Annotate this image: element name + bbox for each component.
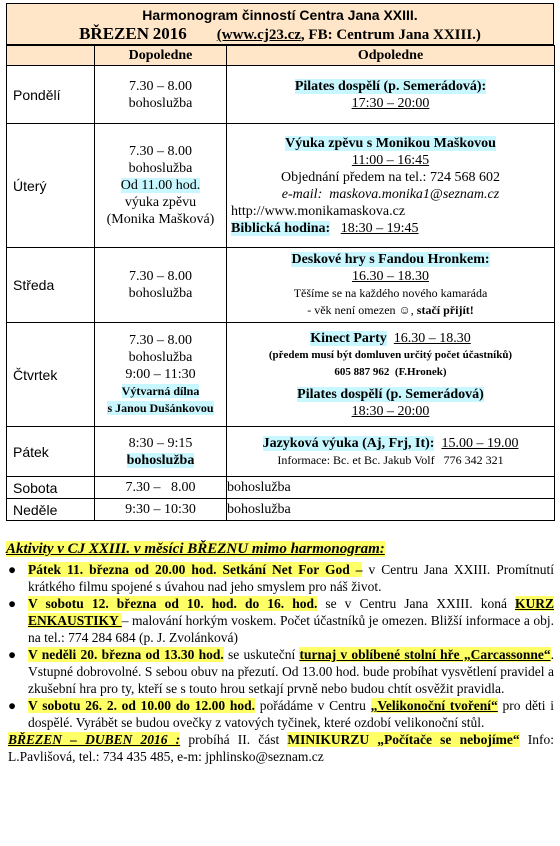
monday-pm-activity: Pilates dospělí (p. Semerádová): xyxy=(294,78,487,94)
thursday-pm-phone: 605 887 962 xyxy=(334,365,390,378)
minikurz-note xyxy=(6,731,554,765)
header-fb: , FB: Centrum Jana XXIII.) xyxy=(300,27,481,43)
activities-section xyxy=(6,540,554,765)
monday-pm-time: 17:30 – 20:00 xyxy=(351,95,430,111)
item-event: „Velikonoční tvoření“ xyxy=(370,698,498,713)
friday-pm-activity: Jazyková výuka (Aj, Frj, It): xyxy=(262,435,435,451)
day-sunday: Neděle xyxy=(7,499,95,521)
schedule-header xyxy=(6,3,554,45)
thursday-pm xyxy=(227,323,555,427)
wednesday-pm-note2: - věk není omezen ☺, xyxy=(307,303,417,317)
header-year: 2016 xyxy=(152,24,187,43)
bullet-icon: ● xyxy=(8,647,17,662)
header-subtitle xyxy=(7,24,553,45)
tuesday-am-activity2: výuka zpěvu xyxy=(124,195,197,210)
tuesday-pm-activity: Výuka zpěvu s Monikou Maškovou xyxy=(285,135,496,151)
tuesday-pm-bible: Biblická hodina: xyxy=(231,220,331,236)
thursday-pm-time: 16.30 – 18.30 xyxy=(393,330,471,346)
item-date: V sobotu 26. 2. od 10.00 do 12.00 hod. xyxy=(28,698,255,713)
wednesday-pm-note: Těšíme se na každého nového kamaráda xyxy=(293,286,488,300)
list-item xyxy=(6,697,554,731)
monday-pm xyxy=(227,66,555,124)
table-row xyxy=(7,499,555,521)
tuesday-pm-email-label: e-mail: xyxy=(281,186,323,202)
thursday-pm-contact: (F.Hronek) xyxy=(394,365,447,378)
tuesday-pm-bible-time: 18:30 – 19:45 xyxy=(340,220,419,236)
table-row xyxy=(7,323,555,427)
thursday-pm-activity: Kinect Party xyxy=(310,330,387,346)
monday-am xyxy=(95,66,227,124)
col-header-am: Dopoledne xyxy=(95,46,227,66)
item-text-2: pro děti i dospělé. Vyrábět se budou ovečky z vatových tyčinek, které ozdobí velikonoční stůl. xyxy=(28,698,554,730)
tuesday-pm xyxy=(227,124,555,248)
list-item xyxy=(6,561,554,595)
day-wednesday: Středa xyxy=(7,248,95,323)
thursday-pm-time2: 18:30 – 20:00 xyxy=(351,403,430,419)
item-text: se v Centru Jana XXIII. koná xyxy=(317,596,515,611)
thursday-am-time2: 9:00 – 11:30 xyxy=(125,367,196,382)
tuesday-pm-email[interactable]: maskova.monika1@seznam.cz xyxy=(329,186,500,202)
friday-pm-info: Informace: Bc. et Bc. Jakub Volf xyxy=(277,452,435,467)
monday-am-time: 7.30 – 8.00 xyxy=(129,78,192,94)
thursday-am-activity: bohoslužba xyxy=(128,350,193,365)
tuesday-pm-website[interactable]: http://www.monikamaskova.cz xyxy=(231,203,406,219)
friday-am xyxy=(95,427,227,477)
item-text-2: – malování horkým voskem. Počet účastníků je omezen. Bližší informace a obj. na tel.: 774 284 684 (p. J. Zvolánková) xyxy=(28,613,554,645)
thursday-pm-note: (předem musí být domluven určitý počet účastníků) xyxy=(268,348,513,361)
item-event: KURZ ENKAUSTIKY xyxy=(28,596,555,628)
item-date: V sobotu 12. března od 10. hod. do 16. hod. xyxy=(28,596,318,611)
friday-pm xyxy=(227,427,555,477)
friday-am-activity: bohoslužba xyxy=(126,452,195,468)
wednesday-am xyxy=(95,248,227,323)
item-text: se uskuteční xyxy=(223,647,300,662)
table-row xyxy=(7,427,555,477)
tuesday-pm-time: 11:00 – 16:45 xyxy=(351,152,430,168)
tuesday-am-activity: bohoslužba xyxy=(128,161,193,176)
tuesday-am-time2: Od 11.00 hod. xyxy=(120,178,201,193)
wednesday-am-activity: bohoslužba xyxy=(128,286,193,301)
item-text: pořádáme v Centru xyxy=(254,698,371,713)
minikurz-title: MINIKURZU „Počítače se nebojíme“ xyxy=(287,732,520,747)
friday-pm-time: 15.00 – 19.00 xyxy=(441,435,519,451)
minikurz-date: BŘEZEN – DUBEN 2016 : xyxy=(8,732,181,747)
item-date: Pátek 11. března od 20.00 hod. xyxy=(28,562,217,577)
day-monday: Pondělí xyxy=(7,66,95,124)
bullet-icon: ● xyxy=(8,562,17,577)
col-header-pm: Odpoledne xyxy=(227,46,555,66)
day-saturday: Sobota xyxy=(7,477,95,499)
thursday-am xyxy=(95,323,227,427)
bullet-icon: ● xyxy=(8,596,17,611)
wednesday-pm-time: 16.30 – 18.30 xyxy=(352,269,429,284)
monday-am-activity: bohoslužba xyxy=(128,95,193,111)
table-row xyxy=(7,248,555,323)
thursday-pm-activity2: Pilates dospělí (p. Semerádová) xyxy=(297,386,484,402)
header-empty-cell xyxy=(7,46,95,66)
wednesday-am-time: 7.30 – 8.00 xyxy=(129,269,192,284)
saturday-pm: bohoslužba xyxy=(227,477,555,499)
schedule-table xyxy=(6,45,555,521)
tuesday-am-time: 7.30 – 8.00 xyxy=(129,144,192,159)
thursday-am-time: 7.30 – 8.00 xyxy=(129,333,192,348)
list-item xyxy=(6,595,554,646)
bullet-icon: ● xyxy=(8,698,17,713)
header-month: BŘEZEN xyxy=(79,24,150,43)
header-title: Harmonogram činností Centra Jana XXIII. xyxy=(142,7,418,23)
minikurz-text: probíhá II. část xyxy=(180,732,288,747)
header-web: (www.cj23.cz xyxy=(216,27,301,43)
table-row xyxy=(7,477,555,499)
wednesday-pm-activity: Deskové hry s Fandou Hronkem: xyxy=(291,252,490,267)
table-header-row xyxy=(7,46,555,66)
item-text: v Centru Jana XXIII. Promítnutí krátkého filmu spojené s úvahou nad jeho smyslem pro náš život. xyxy=(28,562,554,594)
wednesday-pm xyxy=(227,248,555,323)
friday-am-time: 8:30 – 9:15 xyxy=(128,435,193,451)
day-thursday: Čtvrtek xyxy=(7,323,95,427)
thursday-am-workshop: Výtvarná dílna xyxy=(121,384,200,398)
minikurz-info: Info: L.Pavlišová, tel.: 734 435 485, e-m: jphlinsko@seznam.cz xyxy=(8,732,554,764)
sunday-pm: bohoslužba xyxy=(227,499,555,521)
friday-pm-phone: 776 342 321 xyxy=(443,452,504,467)
activities-title xyxy=(6,540,554,558)
day-tuesday: Úterý xyxy=(7,124,95,248)
sunday-am: 9:30 – 10:30 xyxy=(95,499,227,521)
item-text-2: . Vstupné dobrovolné. S sebou obuv na přezutí. Od 13.00 hod. bude probíhat vysvětlení pravidel a zkušební hra pro ty, kteří se s touto hrou setkají prvně nebo budou chtít osvěžit pravidla. xyxy=(28,647,554,696)
day-friday: Pátek xyxy=(7,427,95,477)
saturday-am: 7.30 – 8.00 xyxy=(95,477,227,499)
activities-title-text: Aktivity v CJ XXIII. v měsíci BŘEZNU mimo harmonogram: xyxy=(6,541,385,557)
wednesday-pm-note3: stačí přijít! xyxy=(416,303,474,317)
thursday-am-teacher: s Janou Dušánkovou xyxy=(107,401,214,415)
table-row xyxy=(7,66,555,124)
table-row xyxy=(7,124,555,248)
item-event: turnaj v oblíbené stolní hře „Carcassonne“ xyxy=(299,647,551,662)
item-date: V neděli 20. března od 13.30 hod. xyxy=(28,647,224,662)
tuesday-pm-phone: Objednání předem na tel.: 724 568 602 xyxy=(281,169,500,185)
tuesday-am xyxy=(95,124,227,248)
item-event: Setkání Net For God – xyxy=(216,562,363,577)
tuesday-am-teacher: (Monika Mašková) xyxy=(106,212,215,227)
list-item xyxy=(6,646,554,697)
